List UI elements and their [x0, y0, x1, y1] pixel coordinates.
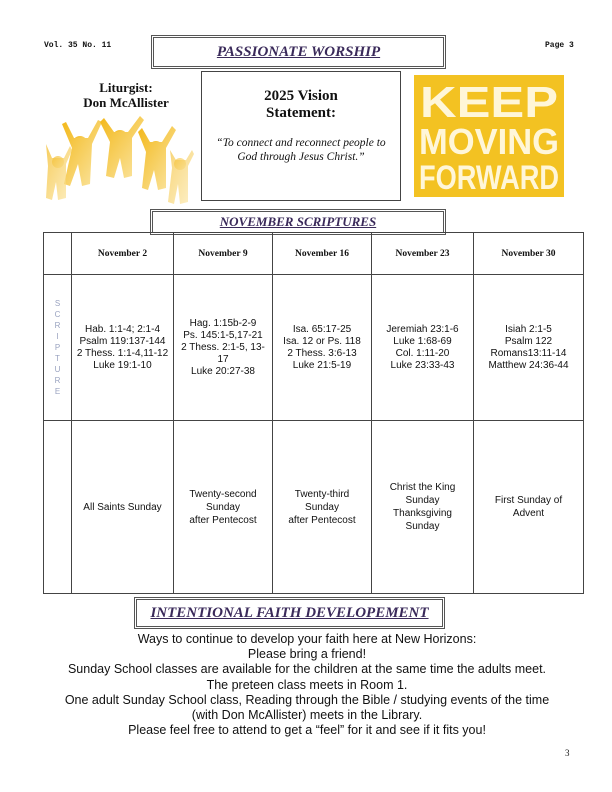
scripture-side-label-cell — [44, 275, 72, 421]
date-header: November 30 — [474, 233, 584, 275]
scripture-row — [44, 275, 584, 421]
vision-text: “To connect and reconnect people to God through Jesus Christ.” — [216, 137, 386, 163]
scripture-cell — [72, 275, 174, 421]
cell-line: after Pentecost — [288, 514, 356, 526]
vision-title-line1: 2025 Vision — [264, 88, 338, 104]
keep-moving-forward-lettering — [414, 75, 564, 197]
date-header: November 23 — [372, 233, 474, 275]
moving-text: MOVING — [419, 121, 559, 162]
scripture-cell — [372, 275, 474, 421]
cell-line: 2 Thess. 3:6-13 — [287, 347, 357, 359]
occasion-cell — [72, 421, 174, 594]
worshippers-illustration — [44, 114, 194, 210]
cell-line: Psalm 122 — [504, 335, 553, 347]
cell-line: Sunday — [305, 501, 339, 513]
scripture-schedule-table — [43, 232, 584, 594]
vision-title — [202, 88, 400, 122]
side-label-letter: I — [56, 332, 59, 341]
faith-line: Sunday School classes are available for the children at the same time the adults meet. — [67, 662, 547, 677]
side-label-letter: R — [54, 376, 61, 385]
faith-line: (with Don McAllister) meets in the Library. — [191, 708, 423, 723]
volume-label: Vol. 35 No. 11 — [44, 41, 112, 50]
faith-line: Please bring a friend! — [247, 647, 367, 662]
cell-line: Luke 20:27-38 — [191, 365, 255, 377]
date-header: November 9 — [174, 233, 273, 275]
cell-line: All Saints Sunday — [83, 501, 162, 513]
cell-line: Twenty-third — [294, 488, 350, 500]
side-label-letter: U — [54, 365, 61, 374]
cell-line: Matthew 24:36-44 — [488, 359, 569, 371]
table-corner-cell — [44, 233, 72, 275]
cell-line: Psalm 119:137-144 — [79, 335, 166, 347]
side-label-letter: S — [54, 299, 61, 308]
occasion-cell — [372, 421, 474, 594]
cell-line: Jeremiah 23:1-6 — [386, 323, 459, 335]
cell-line: after Pentecost — [189, 514, 257, 526]
faith-line: Ways to continue to develop your faith here at New Horizons: — [137, 632, 477, 646]
occasion-cell — [273, 421, 372, 594]
cell-line: Luke 21:5-19 — [292, 359, 352, 371]
liturgist-block — [66, 80, 186, 110]
passionate-worship-banner: PASSIONATE WORSHIP — [151, 35, 446, 69]
november-scriptures-banner: NOVEMBER SCRIPTURES — [150, 209, 446, 235]
side-label-letter: T — [55, 354, 60, 363]
side-label-letter: R — [54, 321, 61, 330]
cell-line: Sunday — [405, 495, 440, 506]
scripture-side-label — [44, 298, 71, 397]
forward-text: FORWARD — [419, 159, 559, 197]
cell-line: Luke 1:68-69 — [393, 335, 452, 347]
cell-line: Sunday — [405, 521, 440, 532]
cell-line: Luke 19:1-10 — [93, 359, 152, 371]
cell-line: Isiah 2:1-5 — [505, 323, 552, 335]
intentional-faith-banner: INTENTIONAL FAITH DEVELOPEMENT — [134, 597, 445, 629]
cell-line: Advent — [512, 508, 545, 519]
page-number: 3 — [565, 748, 570, 758]
faith-line: The preteen class meets in Room 1. — [206, 677, 408, 692]
liturgist-label: Liturgist: — [99, 80, 153, 95]
page-label: Page 3 — [545, 41, 574, 50]
cell-line: Col. 1:11-20 — [395, 347, 450, 359]
cell-line: Luke 23:33-43 — [390, 359, 455, 371]
keep-moving-forward-graphic — [414, 75, 564, 197]
side-label-letter: C — [54, 310, 61, 319]
keep-text: KEEP — [420, 78, 558, 127]
cell-line: Isa. 12 or Ps. 118 — [283, 335, 361, 347]
faith-development-text — [60, 632, 554, 738]
side-label-letter: E — [54, 387, 61, 396]
occasion-side-cell — [44, 421, 72, 594]
cell-line: Isa. 65:17-25 — [292, 323, 352, 335]
cell-line: Hag. 1:15b-2-9 — [189, 317, 257, 329]
cell-line: First Sunday of — [494, 495, 563, 506]
liturgist-name: Don McAllister — [83, 95, 169, 110]
scripture-cell — [174, 275, 273, 421]
cell-line: Christ the King — [389, 482, 456, 493]
faith-line: Please feel free to attend to get a “feel” for it and see if it fits you! — [128, 723, 486, 738]
faith-line: One adult Sunday School class, Reading through the Bible / studying events of the time — [64, 692, 550, 707]
date-header: November 16 — [273, 233, 372, 275]
cell-line: Hab. 1:1-4; 2:1-4 — [84, 323, 161, 335]
cell-line: Thanksgiving — [393, 508, 452, 519]
cell-line: Romans13:11-14 — [490, 347, 567, 359]
cell-line: 2 Thess. 2:1-5, 13-17 — [181, 341, 265, 365]
vision-statement-box — [201, 71, 401, 201]
side-label-letter: P — [54, 343, 61, 352]
occasion-row — [44, 421, 584, 594]
cell-line: Sunday — [206, 501, 240, 513]
occasion-cell — [174, 421, 273, 594]
cell-line: Ps. 145:1-5,17-21 — [183, 329, 263, 341]
occasion-cell — [474, 421, 584, 594]
scripture-cell — [273, 275, 372, 421]
cell-line: Twenty-second — [189, 488, 257, 500]
table-header-row — [44, 233, 584, 275]
scripture-cell — [474, 275, 584, 421]
cell-line: 2 Thess. 1:1-4,11-12 — [76, 347, 169, 359]
vision-title-line2: Statement: — [266, 105, 336, 121]
date-header: November 2 — [72, 233, 174, 275]
